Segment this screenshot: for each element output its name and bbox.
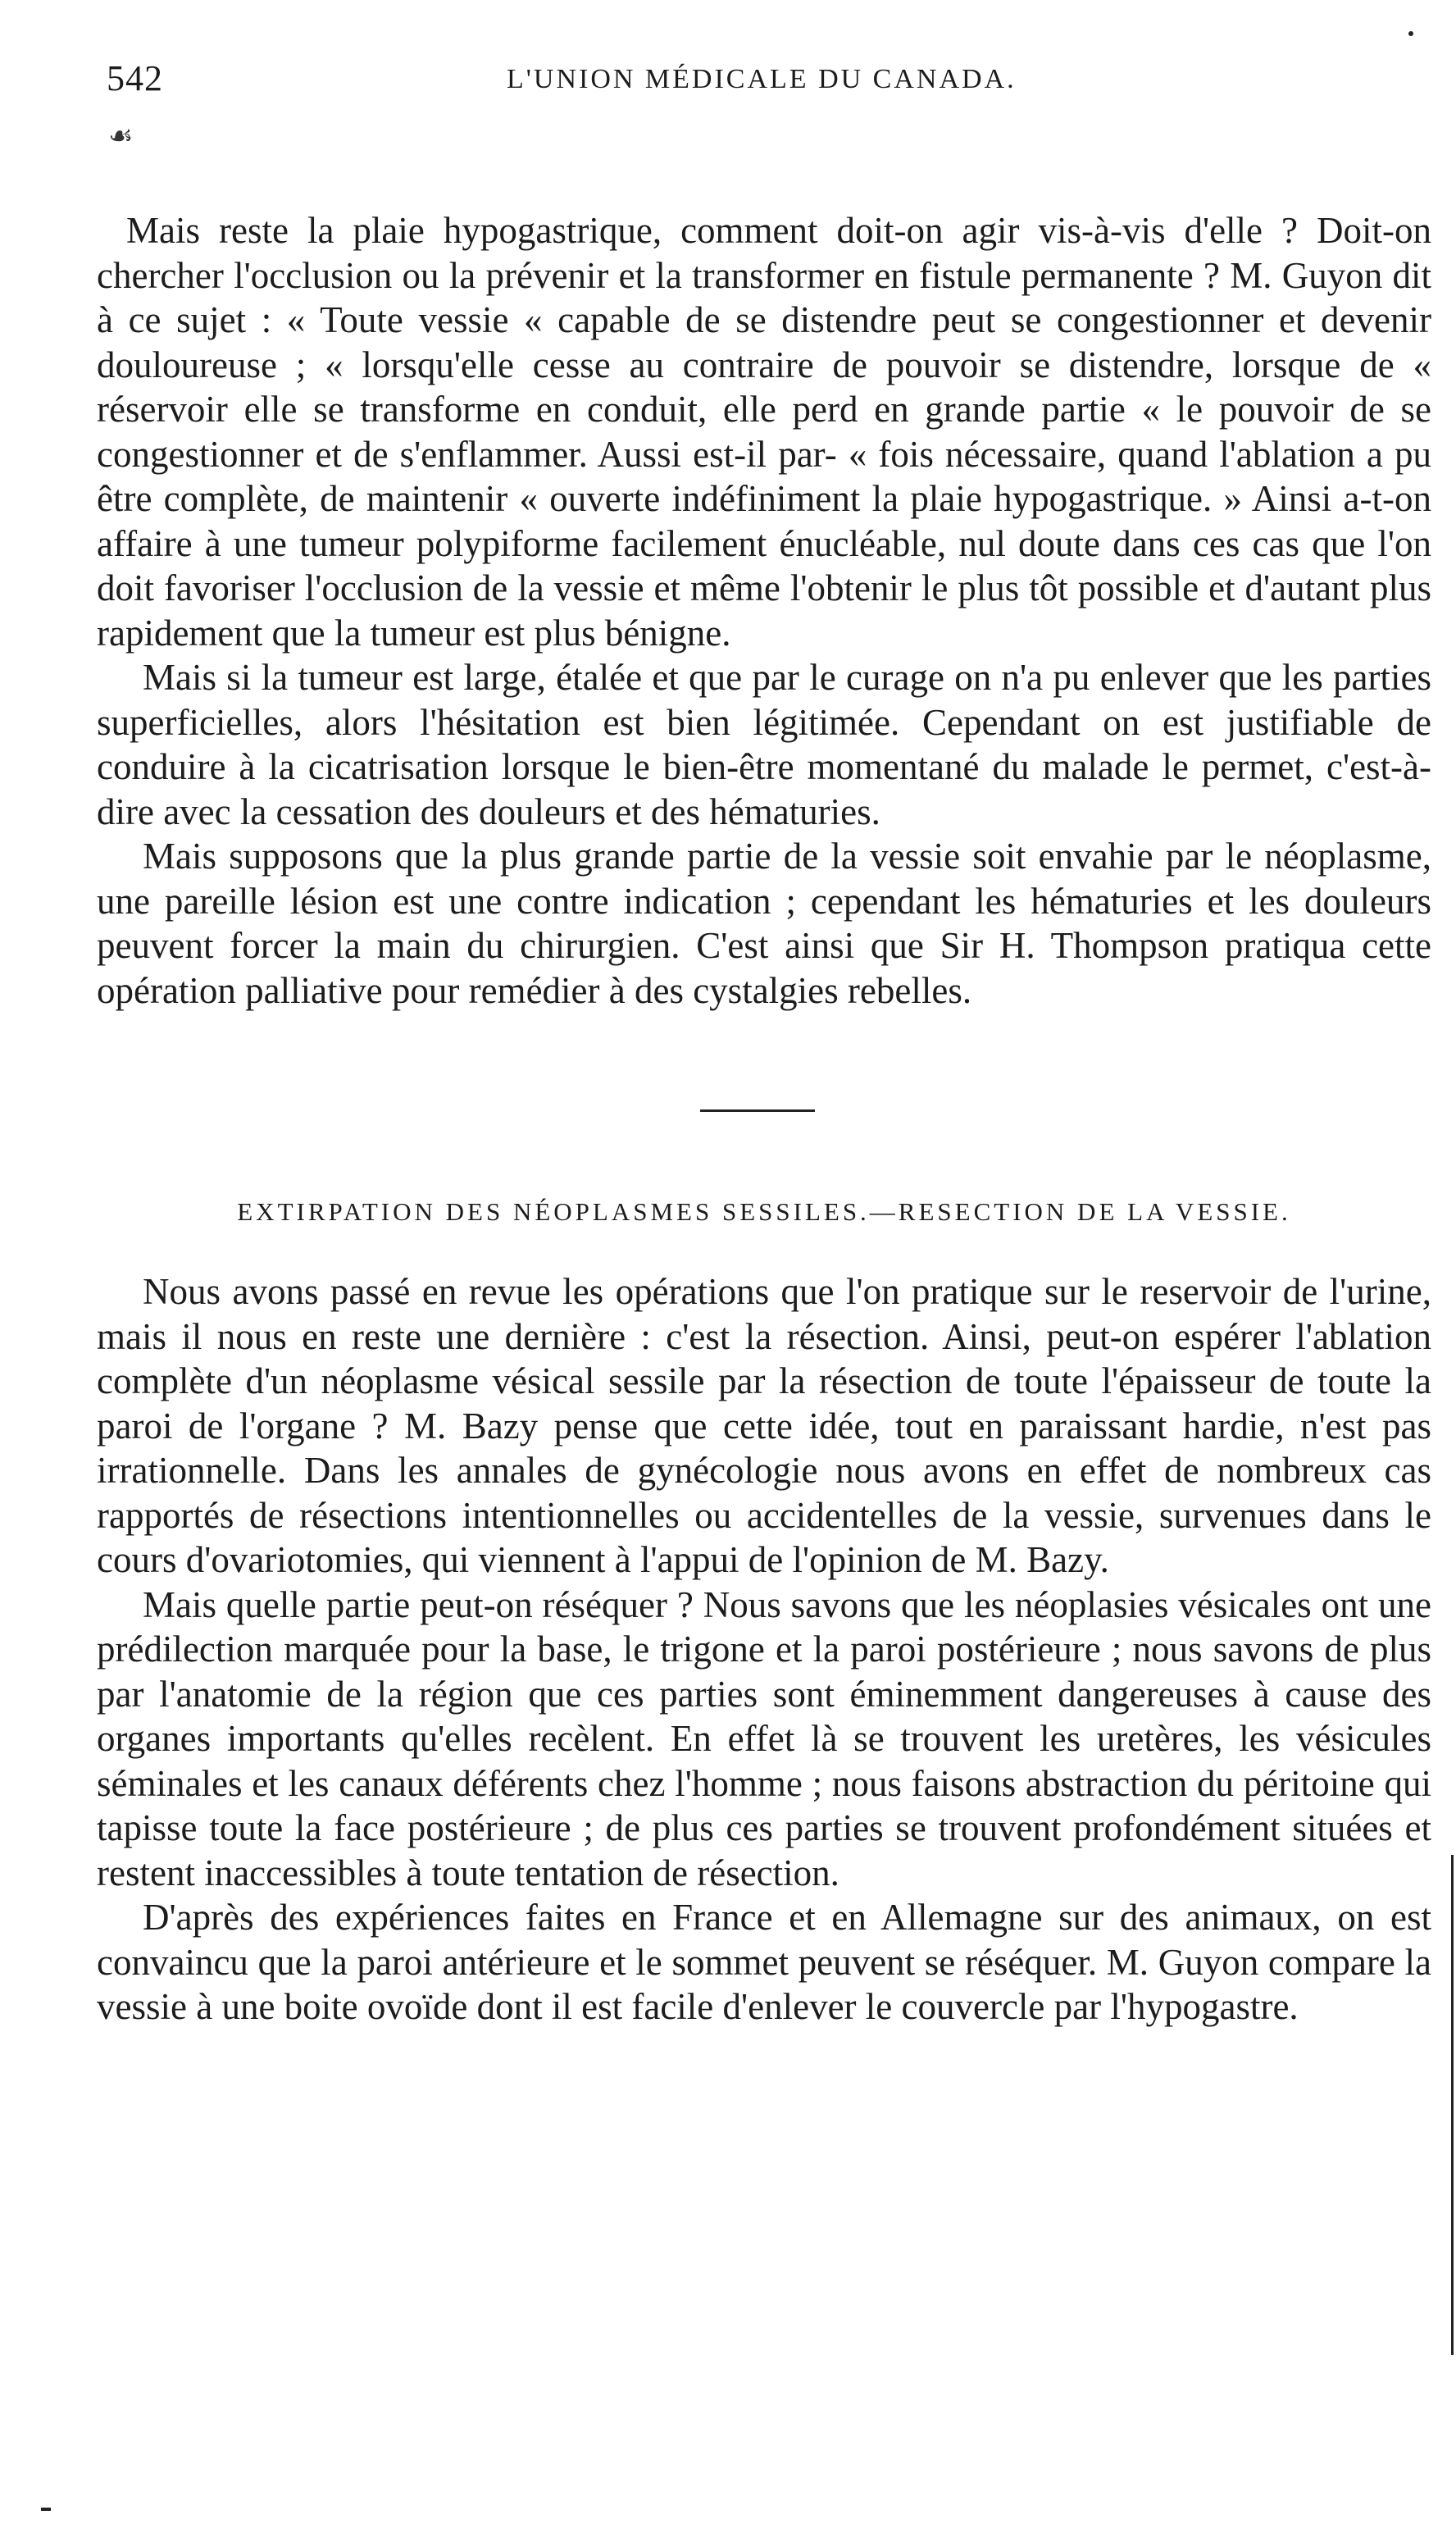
section-heading: EXTIRPATION DES NÉOPLASMES SESSILES.—RESECTION DE LA VESSIE. xyxy=(237,1197,1291,1226)
document-page xyxy=(97,57,1431,2030)
scan-dot xyxy=(1408,31,1413,36)
scan-dash xyxy=(41,2508,51,2511)
running-head xyxy=(97,57,1431,115)
paragraph: Mais supposons que la plus grande partie de la vessie soit envahie par le néoplasme, une pareille lésion est une contre indication ; cependant les hématuries et les douleurs peuvent forcer la main du chirurgien. C'est ainsi que Sir H. Thompson pratiqua cette opération palliative pour remédier à des cystalgies rebelles. xyxy=(97,836,1431,1011)
journal-title: L'UNION MÉDICALE DU CANADA. xyxy=(507,64,1017,94)
scan-edge-line xyxy=(1451,1855,1454,2355)
paragraph: D'après des expériences faites en France et en Allemagne sur des animaux, on est convaincu que la paroi antérieure et le sommet peuvent se réséquer. M. Guyon compare la vessie à une boite ovoïde dont il est facile d'enlever le couvercle par l'hypogastre. xyxy=(97,1897,1431,2027)
paragraph: Nous avons passé en revue les opérations que l'on pratique sur le reservoir de l'urine, mais il nous en reste une dernière : c'est la résection. Ainsi, peut-on espérer l'ablation complète d'un néoplasme vésical sessile par la résection de toute l'épaisseur de toute la paroi de l'organe ? M. Bazy pense que cette idée, tout en paraissant hardie, n'est pas irrationnelle. Dans les annales de gynécologie nous avons en effet de nombreux cas rapportés de résections intentionnelles ou accidentelles de la vessie, survenues dans le cours d'ovariotomies, qui viennent à l'appui de l'opinion de M. Bazy. xyxy=(97,1271,1431,1580)
page-number: 542 xyxy=(107,58,163,98)
paragraph: Mais reste la plaie hypogastrique, comment doit-on agir vis-à-vis d'elle ? Doit-on chercher l'occlusion ou la prévenir et la transformer en fistule permanente ? M. Guyon dit à ce sujet : « Toute vessie « capable de se distendre peut se congestionner et devenir douloureuse ; « lorsqu'elle cesse au contraire de pouvoir se distendre, lorsque de « réservoir elle se transforme en conduit, elle perd en grande partie « le pouvoir de se congestionner et de s'enflammer. Aussi est-il par- « fois nécessaire, quand l'ablation a pu être complète, de maintenir « ouverte indéfiniment la plaie hypogastrique. » Ainsi a-t-on affaire à une tumeur polypiforme facilement énucléable, nul doute dans ces cas que l'on doit favoriser l'occlusion de la vessie et même l'obtenir le plus tôt possible et d'autant plus rapidement que la tumeur est plus bénigne. xyxy=(97,210,1431,654)
ornament-icon: ☙ xyxy=(108,121,134,152)
paragraph: Mais quelle partie peut-on réséquer ? Nous savons que les néoplasies vésicales ont une prédilection marquée pour la base, le trigone et la paroi postérieure ; nous savons de plus par l'anatomie de la région que ces parties sont éminemment dangereuses à cause des organes importants qu'elles recèlent. En effet là se trouvent les uretères, les vésicules séminales et les canaux déférents chez l'homme ; nous faisons abstraction du péritoine qui tapisse toute la face postérieure ; de plus ces parties se trouvent profondément situées et restent inaccessibles à toute tentation de résection. xyxy=(97,1583,1431,1893)
body-text-part1 xyxy=(97,208,1431,1013)
paragraph: Mais si la tumeur est large, étalée et que par le curage on n'a pu enlever que les parties superficielles, alors l'hésitation est bien légitimée. Cependant on est justifiable de conduire à la cicatrisation lorsque le bien-être momentané du malade le permet, c'est-à-dire avec la cessation des douleurs et des hématuries. xyxy=(97,657,1431,832)
section-divider xyxy=(700,1109,815,1112)
body-text-part2 xyxy=(97,1269,1431,2030)
